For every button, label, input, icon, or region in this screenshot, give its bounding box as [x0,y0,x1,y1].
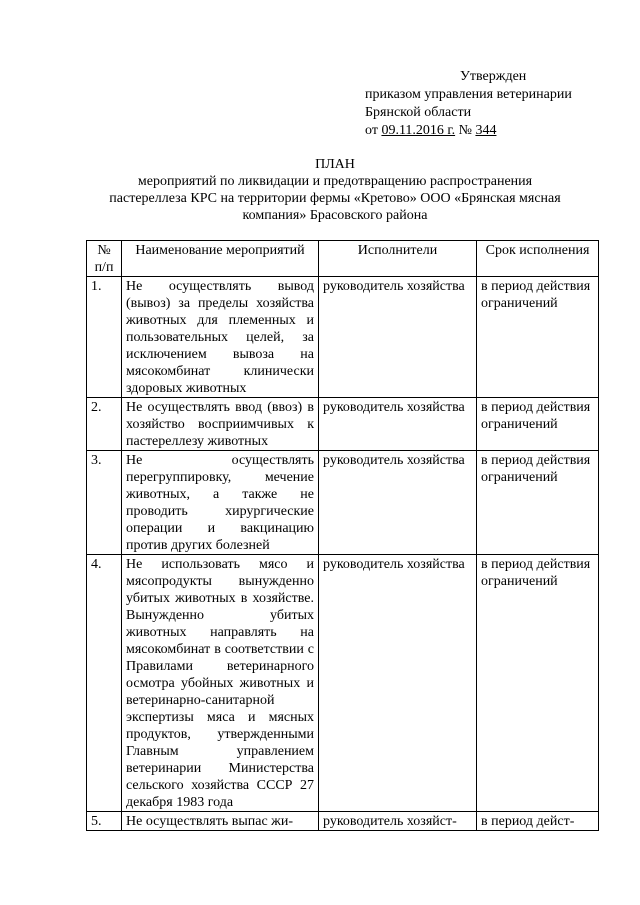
row-number: 1. [87,277,122,398]
approval-date-prefix: от [365,123,382,138]
header-executor: Исполнители [319,241,477,277]
row-action: Не осуществлять выпас жи- [122,812,319,831]
table-row [87,451,599,555]
table-row [87,277,599,398]
row-executor: руководитель хозяйст- [319,812,477,831]
table-row [87,812,599,831]
row-number: 2. [87,398,122,451]
approval-date-line [365,122,605,140]
plan-table [86,240,599,831]
approval-order: приказом управления ветеринарии [365,87,572,102]
plan-title-block [100,156,570,224]
approval-date: 09.11.2016 г. [381,123,456,138]
plan-heading: ПЛАН [315,157,355,172]
row-executor: руководитель хозяйства [319,451,477,555]
approval-block [365,68,605,140]
row-executor: руководитель хозяйства [319,277,477,398]
row-number: 4. [87,555,122,812]
approval-title: Утвержден [460,69,527,84]
header-action: Наименование мероприятий [122,241,319,277]
plan-subtitle-line-3: компания» Брасовского района [242,208,428,223]
approval-number-prefix: № [455,123,476,138]
plan-subtitle-line-1: мероприятий по ликвидации и предотвращению распространения [137,174,533,189]
row-term: в период действия ограничений [477,555,599,812]
row-number: 3. [87,451,122,555]
row-action: Не осуществлять ввод (ввоз) в хозяйство восприимчивых к пастереллезу животных [122,398,319,451]
row-term: в период действия ограничений [477,277,599,398]
table-header-row [87,241,599,277]
approval-authority: Брянской области [365,105,472,120]
header-term: Срок исполнения [477,241,599,277]
row-action: Не использовать мясо и мясопродукты вынужденно убитых животных в хозяйстве. Вынужденно убитых животных направлять на мясокомбинат в соответствии с Правилами ветеринарного осмотра убойных животных и ветеринарно-санитарной экспертизы мяса и мясных продуктов, утвержденными Главным управлением ветеринарии Министерства сельского хозяйства СССР 27 декабря 1983 года [122,555,319,812]
row-term: в период действия ограничений [477,451,599,555]
approval-number: 344 [475,123,497,138]
row-term: в период действия ограничений [477,398,599,451]
row-executor: руководитель хозяйства [319,398,477,451]
table-row [87,398,599,451]
header-number: № п/п [87,241,122,277]
table-row [87,555,599,812]
row-action: Не осуществлять вывод (вывоз) за пределы хозяйства животных для племенных и пользовательных целей, за исключением вывоза на мясокомбинат клинически здоровых животных [122,277,319,398]
plan-subtitle-line-2: пастереллеза КРС на территории фермы «Кретово» ООО «Брянская мясная [109,191,561,206]
row-action: Не осуществлять перегруппировку, мечение животных, а также не проводить хирургические операции и вакцинацию против других болезней [122,451,319,555]
row-number: 5. [87,812,122,831]
row-executor: руководитель хозяйства [319,555,477,812]
row-term: в период дейст- [477,812,599,831]
